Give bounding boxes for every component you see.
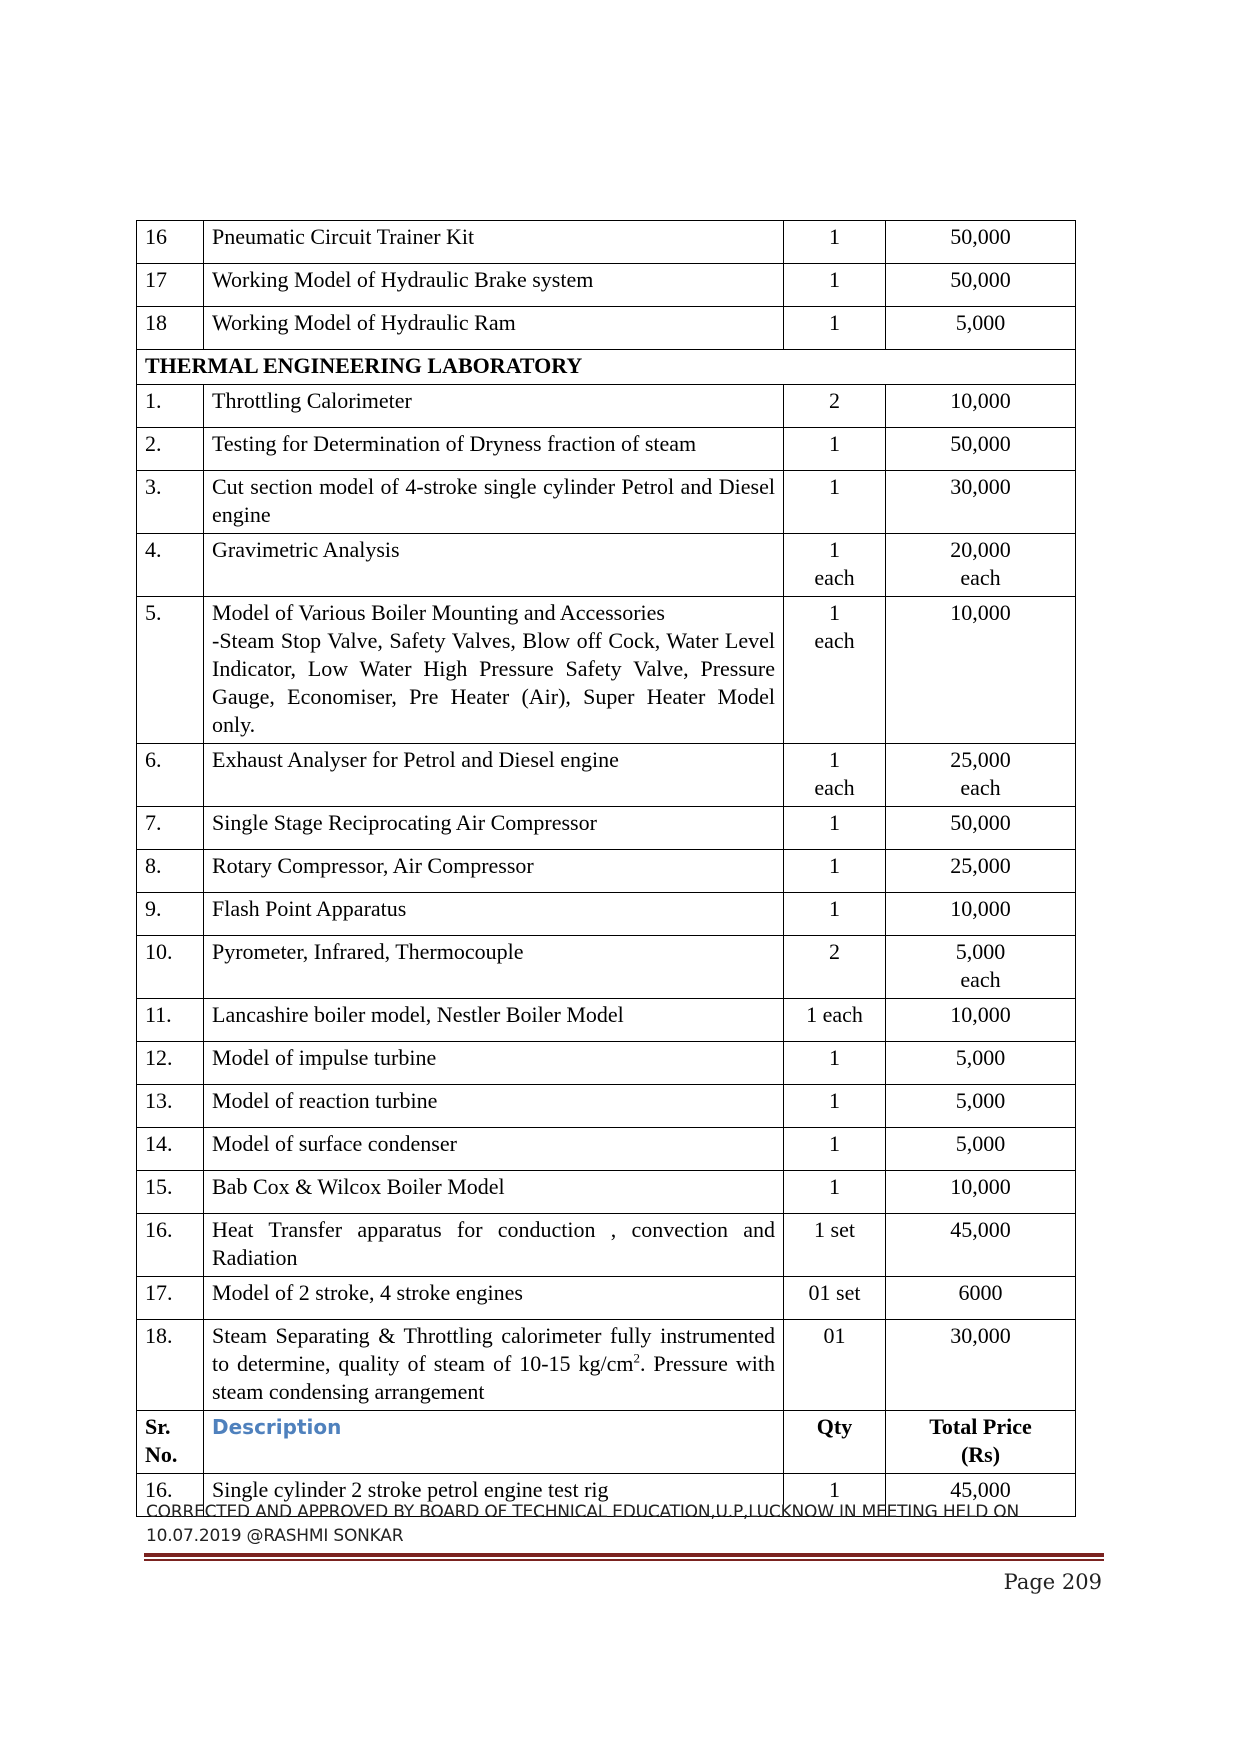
header-price-unit: (Rs) <box>960 1442 1001 1467</box>
table-row <box>137 471 1076 534</box>
description: Pneumatic Circuit Trainer Kit <box>204 221 784 264</box>
table-row <box>137 936 1076 999</box>
qty <box>784 534 886 597</box>
description: Model of surface condenser <box>204 1128 784 1171</box>
price: 25,000 <box>886 850 1076 893</box>
price-unit: each <box>960 775 1001 800</box>
price: 10,000 <box>886 1171 1076 1214</box>
description: Exhaust Analyser for Petrol and Diesel engine <box>204 744 784 807</box>
page-number: Page 209 <box>1003 1570 1102 1594</box>
description: Flash Point Apparatus <box>204 893 784 936</box>
table-row <box>137 1171 1076 1214</box>
section-title: THERMAL ENGINEERING LABORATORY <box>137 350 1076 385</box>
description: Model of impulse turbine <box>204 1042 784 1085</box>
sr-no: 14. <box>137 1128 204 1171</box>
price: 5,000 <box>886 1085 1076 1128</box>
sr-no: 16. <box>137 1474 204 1517</box>
sr-no: 7. <box>137 807 204 850</box>
description <box>204 1320 784 1411</box>
qty: 1 <box>784 1474 886 1517</box>
qty: 1 <box>784 471 886 534</box>
table-row <box>137 807 1076 850</box>
table-row <box>137 221 1076 264</box>
price: 10,000 <box>886 597 1076 744</box>
description: Working Model of Hydraulic Ram <box>204 307 784 350</box>
qty <box>784 744 886 807</box>
price-unit: each <box>960 565 1001 590</box>
price-value: 25,000 <box>950 747 1011 772</box>
table-row <box>137 744 1076 807</box>
equipment-table <box>136 220 1076 1517</box>
price: 6000 <box>886 1277 1076 1320</box>
description-detail: -Steam Stop Valve, Safety Valves, Blow off Cock, Water Level Indicator, Low Water High Pressure Safety Valve, Pressure Gauge, Economiser, Pre Heater (Air), Super Heater Model only. <box>212 628 775 737</box>
sr-no: 10. <box>137 936 204 999</box>
qty: 2 <box>784 936 886 999</box>
price <box>886 744 1076 807</box>
qty-value: 1 <box>829 747 840 772</box>
approval-note <box>146 1500 1106 1548</box>
sr-no: 12. <box>137 1042 204 1085</box>
qty-unit: each <box>814 565 855 590</box>
qty: 1 <box>784 1128 886 1171</box>
description-main: Steam Separating & Throttling calorimeter fully instrumented to determine, quality of steam of 10-15 kg/cm <box>212 1323 775 1376</box>
description: Testing for Determination of Dryness fraction of steam <box>204 428 784 471</box>
qty: 2 <box>784 385 886 428</box>
description: Pyrometer, Infrared, Thermocouple <box>204 936 784 999</box>
price: 45,000 <box>886 1214 1076 1277</box>
qty-value: 1 <box>829 600 840 625</box>
price: 50,000 <box>886 807 1076 850</box>
sr-no: 3. <box>137 471 204 534</box>
sr-no: 11. <box>137 999 204 1042</box>
description: Cut section model of 4-stroke single cylinder Petrol and Diesel engine <box>204 471 784 534</box>
price <box>886 936 1076 999</box>
header-total-price <box>886 1411 1076 1474</box>
approval-note-line2: 10.07.2019 @RASHMI SONKAR <box>146 1526 404 1546</box>
sr-no: 6. <box>137 744 204 807</box>
sr-no: 5. <box>137 597 204 744</box>
section-row <box>137 350 1076 385</box>
price: 5,000 <box>886 1128 1076 1171</box>
price: 10,000 <box>886 385 1076 428</box>
sr-no: 18 <box>137 307 204 350</box>
header-sr-no <box>137 1411 204 1474</box>
table-row <box>137 1320 1076 1411</box>
qty: 1 <box>784 1085 886 1128</box>
table-row <box>137 264 1076 307</box>
price-unit: each <box>960 967 1001 992</box>
description: Throttling Calorimeter <box>204 385 784 428</box>
sr-no: 13. <box>137 1085 204 1128</box>
table-row <box>137 597 1076 744</box>
table-row <box>137 428 1076 471</box>
sr-no: 2. <box>137 428 204 471</box>
description <box>204 597 784 744</box>
table-row <box>137 999 1076 1042</box>
price: 30,000 <box>886 1320 1076 1411</box>
price: 50,000 <box>886 264 1076 307</box>
qty: 1 <box>784 264 886 307</box>
qty: 1 <box>784 807 886 850</box>
qty-unit: each <box>814 775 855 800</box>
qty: 1 <box>784 893 886 936</box>
price: 5,000 <box>886 307 1076 350</box>
qty: 1 set <box>784 1214 886 1277</box>
description: Single Stage Reciprocating Air Compressor <box>204 807 784 850</box>
footer-rule-thin <box>144 1559 1104 1561</box>
sr-no: 8. <box>137 850 204 893</box>
description: Working Model of Hydraulic Brake system <box>204 264 784 307</box>
header-qty: Qty <box>784 1411 886 1474</box>
description: Model of 2 stroke, 4 stroke engines <box>204 1277 784 1320</box>
price <box>886 534 1076 597</box>
table-row <box>137 1277 1076 1320</box>
table-row <box>137 1128 1076 1171</box>
description: Model of reaction turbine <box>204 1085 784 1128</box>
sr-no: 4. <box>137 534 204 597</box>
header-no: No. <box>145 1442 178 1467</box>
approval-note-line1: CORRECTED AND APPROVED BY BOARD OF TECHNICAL EDUCATION,U.P,LUCKNOW IN MEETING HELD ON <box>146 1502 1020 1522</box>
sr-no: 17. <box>137 1277 204 1320</box>
qty: 1 <box>784 1042 886 1085</box>
qty: 1 <box>784 221 886 264</box>
qty-unit: each <box>814 628 855 653</box>
price: 10,000 <box>886 999 1076 1042</box>
table-row <box>137 1214 1076 1277</box>
price: 45,000 <box>886 1474 1076 1517</box>
sr-no: 15. <box>137 1171 204 1214</box>
qty: 1 <box>784 1171 886 1214</box>
description: Lancashire boiler model, Nestler Boiler Model <box>204 999 784 1042</box>
description-superscript: 2 <box>633 1350 640 1366</box>
qty: 1 each <box>784 999 886 1042</box>
qty: 1 <box>784 428 886 471</box>
sr-no: 9. <box>137 893 204 936</box>
footer-rule-thick <box>144 1553 1104 1557</box>
header-row <box>137 1411 1076 1474</box>
table-row <box>137 850 1076 893</box>
description-tail: . Pressure with steam condensing arrangement <box>212 1351 775 1404</box>
price: 50,000 <box>886 221 1076 264</box>
qty: 1 <box>784 850 886 893</box>
sr-no: 17 <box>137 264 204 307</box>
qty: 01 <box>784 1320 886 1411</box>
table-row <box>137 534 1076 597</box>
header-price-label: Total Price <box>929 1414 1032 1439</box>
table-row <box>137 385 1076 428</box>
table-row <box>137 1042 1076 1085</box>
price: 10,000 <box>886 893 1076 936</box>
price-value: 5,000 <box>955 939 1006 964</box>
sr-no: 16. <box>137 1214 204 1277</box>
price: 30,000 <box>886 471 1076 534</box>
sr-no: 1. <box>137 385 204 428</box>
qty-value: 1 <box>829 537 840 562</box>
table-row <box>137 1085 1076 1128</box>
table-row <box>137 893 1076 936</box>
sr-no: 16 <box>137 221 204 264</box>
qty <box>784 597 886 744</box>
sr-no: 18. <box>137 1320 204 1411</box>
qty: 01 set <box>784 1277 886 1320</box>
header-description: Description <box>204 1411 784 1474</box>
description: Bab Cox & Wilcox Boiler Model <box>204 1171 784 1214</box>
qty: 1 <box>784 307 886 350</box>
description: Gravimetric Analysis <box>204 534 784 597</box>
header-sr: Sr. <box>145 1414 171 1439</box>
description: Single cylinder 2 stroke petrol engine test rig <box>204 1474 784 1517</box>
description-heading: Model of Various Boiler Mounting and Accessories <box>212 600 665 625</box>
price: 50,000 <box>886 428 1076 471</box>
description: Rotary Compressor, Air Compressor <box>204 850 784 893</box>
table-row <box>137 307 1076 350</box>
description: Heat Transfer apparatus for conduction , convection and Radiation <box>204 1214 784 1277</box>
price-value: 20,000 <box>950 537 1011 562</box>
price: 5,000 <box>886 1042 1076 1085</box>
